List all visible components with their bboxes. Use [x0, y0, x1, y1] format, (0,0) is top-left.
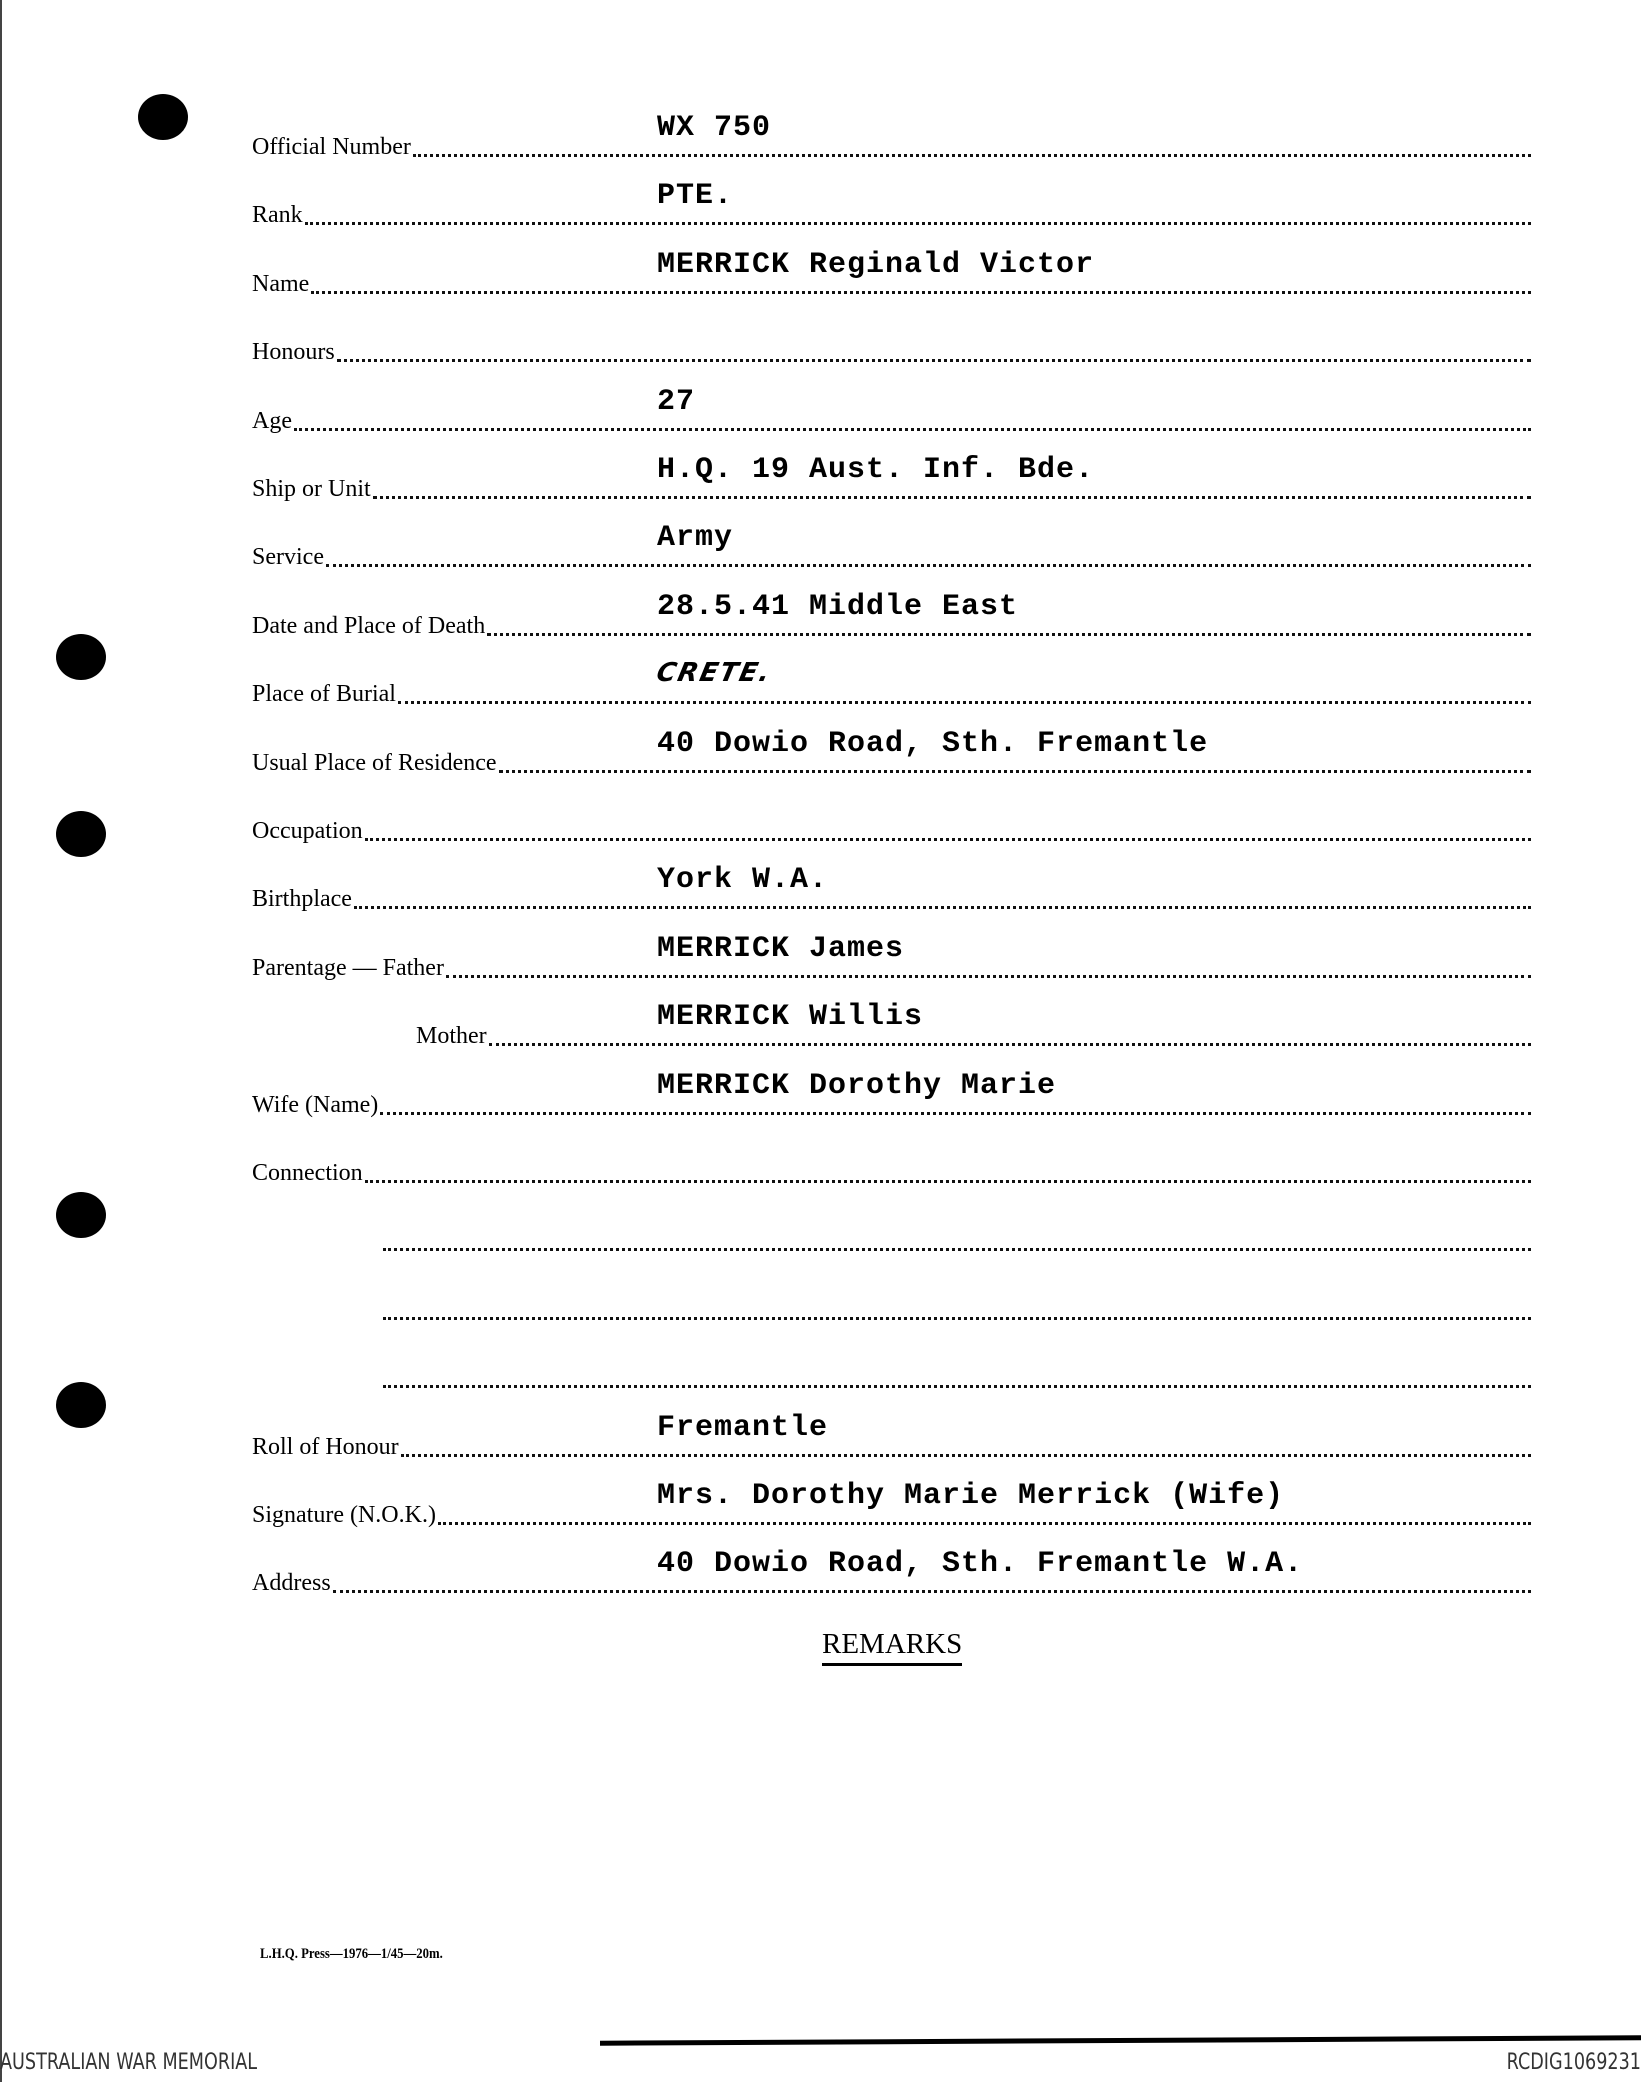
- field-label: Mother: [416, 1023, 487, 1050]
- record-id: RCDIG1069231: [1506, 2050, 1641, 2075]
- field-value: York W.A.: [657, 863, 829, 898]
- dotted-line: [337, 359, 1531, 362]
- dotted-line: [354, 906, 1531, 909]
- dotted-line: [383, 1317, 1531, 1320]
- form-row: [252, 873, 1531, 913]
- dotted-line: [365, 1180, 1531, 1183]
- dotted-line: [383, 1385, 1531, 1388]
- punch-hole: [138, 94, 188, 140]
- field-label: Connection: [252, 1160, 363, 1186]
- field-value: H.Q. 19 Aust. Inf. Bde.: [657, 453, 1095, 487]
- form-row: [252, 189, 1531, 229]
- form-row: [252, 668, 1531, 708]
- field-label: Usual Place of Residence: [252, 749, 497, 776]
- field-value: Mrs. Dorothy Marie Merrick (Wife): [657, 1479, 1285, 1513]
- dotted-line: [311, 291, 1531, 294]
- field-label: Place of Burial: [252, 681, 396, 708]
- punch-hole: [56, 634, 106, 680]
- field-value: Army: [657, 521, 734, 556]
- field-value: 28.5.41 Middle East: [657, 589, 1019, 624]
- dotted-line: [305, 222, 1531, 225]
- form-row: [252, 805, 1531, 845]
- page-edge: [0, 0, 2, 2082]
- dotted-line: [383, 1248, 1531, 1251]
- dotted-line: [499, 770, 1531, 773]
- dotted-line: [446, 975, 1531, 978]
- field-label: Honours: [252, 339, 335, 366]
- field-label: Name: [252, 270, 310, 297]
- field-label: Address: [252, 1570, 331, 1597]
- form-row: [252, 121, 1531, 161]
- form-row: [252, 395, 1531, 435]
- dotted-line: [365, 838, 1531, 841]
- scan-edge-line: [600, 2035, 1641, 2045]
- field-value: 40 Dowio Road, Sth. Fremantle: [657, 726, 1209, 761]
- continuation-line: [381, 1284, 1531, 1324]
- field-value: MERRICK James: [657, 931, 905, 966]
- punch-hole: [56, 1382, 106, 1428]
- field-value: CRETE.: [653, 658, 775, 689]
- field-label: Birthplace: [252, 886, 352, 913]
- punch-hole: [56, 811, 106, 857]
- dotted-line: [326, 564, 1531, 567]
- field-label: Official Number: [252, 134, 411, 160]
- dotted-line: [380, 1112, 1531, 1115]
- field-label: Ship or Unit: [252, 476, 371, 502]
- printer-imprint: L.H.Q. Press—1976—1/45—20m.: [260, 1946, 443, 1962]
- institution-label: AUSTRALIAN WAR MEMORIAL: [0, 2050, 258, 2075]
- form-row: [252, 1421, 1531, 1461]
- form-row: [252, 1147, 1531, 1187]
- punch-hole: [56, 1192, 106, 1238]
- field-label: Rank: [252, 202, 303, 229]
- field-label: Parentage — Father: [252, 954, 444, 981]
- dotted-line: [373, 496, 1531, 499]
- field-value: Fremantle: [657, 1410, 829, 1445]
- field-value: 27: [657, 384, 696, 419]
- field-label: Age: [252, 407, 292, 434]
- dotted-line: [487, 633, 1531, 636]
- dotted-line: [413, 154, 1531, 157]
- dotted-line: [294, 428, 1531, 431]
- dotted-line: [401, 1454, 1531, 1457]
- field-label: Wife (Name): [252, 1091, 379, 1118]
- continuation-line: [381, 1215, 1531, 1255]
- dotted-line: [489, 1043, 1531, 1046]
- field-value: WX 750: [657, 111, 772, 145]
- remarks-heading: REMARKS: [822, 1628, 962, 1666]
- field-label: Occupation: [252, 818, 363, 844]
- field-value: MERRICK Dorothy Marie: [657, 1068, 1057, 1103]
- field-label: Date and Place of Death: [252, 612, 486, 639]
- dotted-line: [398, 701, 1531, 704]
- dotted-line: [438, 1522, 1531, 1525]
- field-value: PTE.: [657, 179, 734, 214]
- continuation-line: [381, 1352, 1531, 1392]
- dotted-line: [333, 1590, 1531, 1593]
- field-label: Signature (N.O.K.): [252, 1502, 436, 1528]
- form-row: [252, 531, 1531, 571]
- field-label: Roll of Honour: [252, 1433, 399, 1460]
- field-value: MERRICK Reginald Victor: [657, 247, 1095, 282]
- field-value: MERRICK Willis: [657, 1000, 924, 1035]
- field-label: Service: [252, 544, 324, 571]
- field-value: 40 Dowio Road, Sth. Fremantle W.A.: [657, 1547, 1304, 1582]
- form-row: [252, 326, 1531, 366]
